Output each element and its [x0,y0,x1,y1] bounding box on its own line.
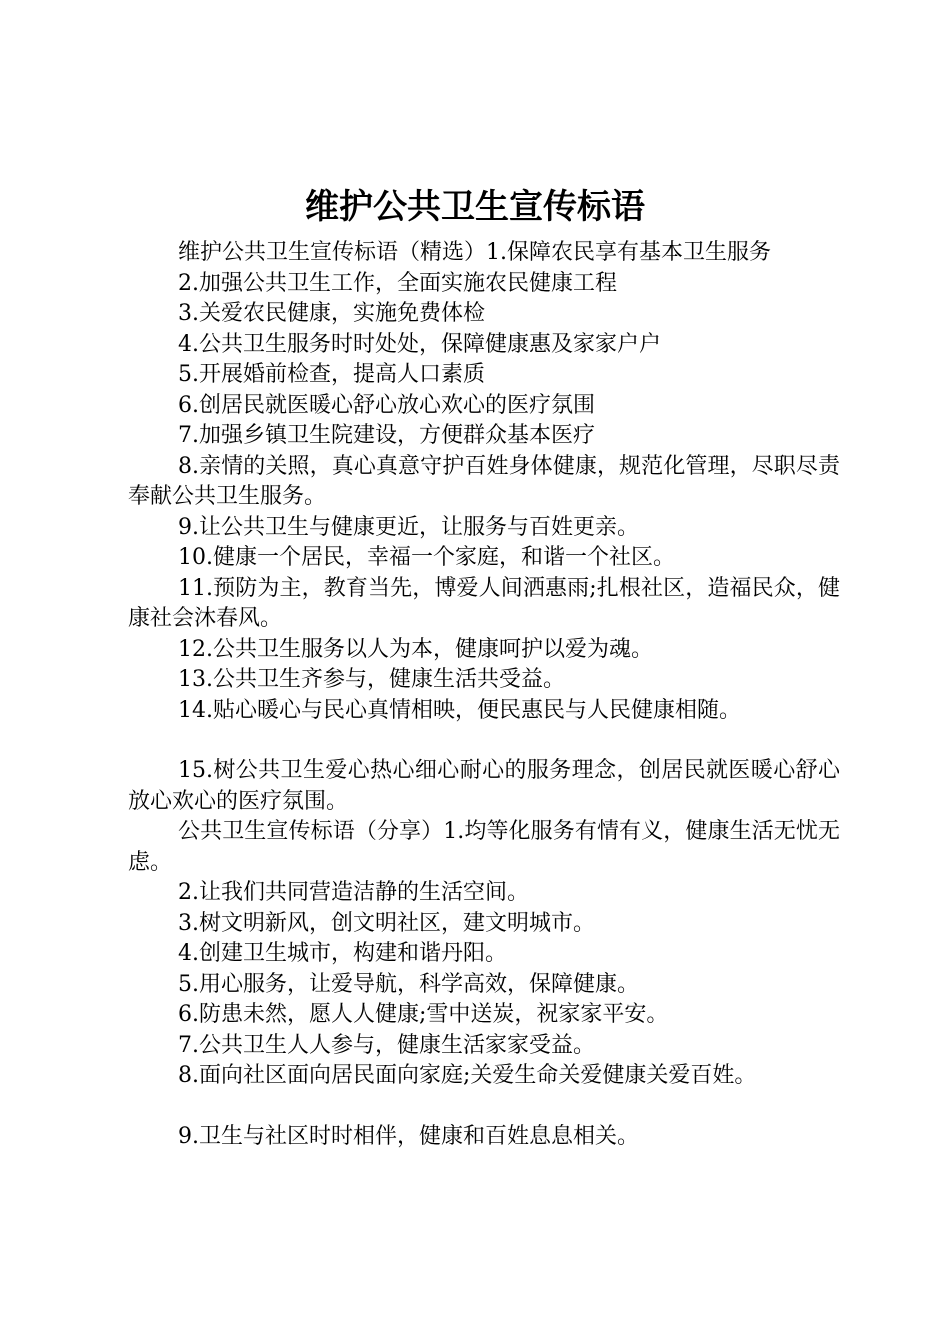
paragraph: 15.树公共卫生爱心热心细心耐心的服务理念，创居民就医暖心舒心放心欢心的医疗氛围。 [128,758,840,814]
paragraph: 2.加强公共卫生工作，全面实施农民健康工程 [178,270,617,296]
paragraph: 8.面向社区面向居民面向家庭;关爱生命关爱健康关爱百姓。 [178,1063,757,1088]
paragraph: 12.公共卫生服务以人为本，健康呵护以爱为魂。 [178,636,653,662]
paragraph: 7.加强乡镇卫生院建设，方便群众基本医疗 [178,423,595,448]
paragraph: 6.创居民就医暖心舒心放心欢心的医疗氛围 [178,392,595,418]
paragraph: 9.卫生与社区时时相伴，健康和百姓息息相关。 [178,1123,639,1149]
paragraph: 13.公共卫生齐参与，健康生活共受益。 [178,667,565,692]
paragraph: 5.用心服务，让爱导航，科学高效，保障健康。 [178,971,639,997]
paragraph: 4.公共卫生服务时时处处，保障健康惠及家家户户 [178,331,661,357]
paragraph: 公共卫生宣传标语（分享）1.均等化服务有情有义，健康生活无忧无虑。 [128,819,840,875]
paragraph: 2.让我们共同营造洁静的生活空间。 [178,880,529,905]
paragraph: 9.让公共卫生与健康更近，让服务与百姓更亲。 [178,514,639,540]
paragraph: 14.贴心暖心与民心真情相映，便民惠民与人民健康相随。 [178,697,741,723]
paragraph: 3.关爱农民健康，实施免费体检 [178,301,485,326]
document-body [128,238,840,1152]
paragraph: 3.树文明新风，创文明社区，建文明城市。 [178,910,595,936]
document-title: 维护公共卫生宣传标语 [305,187,645,227]
paragraph: 5.开展婚前检查，提高人口素质 [178,362,485,387]
paragraph: 6.防患未然，愿人人健康;雪中送炭，祝家家平安。 [178,1002,669,1027]
paragraph: 7.公共卫生人人参与，健康生活家家受益。 [178,1032,595,1058]
paragraph: 11.预防为主，教育当先，博爱人间洒惠雨;扎根社区，造福民众，健康社会沐春风。 [128,575,840,631]
paragraph: 4.创建卫生城市，构建和谐丹阳。 [178,941,507,966]
paragraph: 维护公共卫生宣传标语（精选）1.保障农民享有基本卫生服务 [178,240,771,265]
paragraph: 8.亲情的关照，真心真意守护百姓身体健康，规范化管理，尽职尽责奉献公共卫生服务。 [128,453,840,509]
paragraph: 10.健康一个居民，幸福一个家庭，和谐一个社区。 [178,545,675,570]
